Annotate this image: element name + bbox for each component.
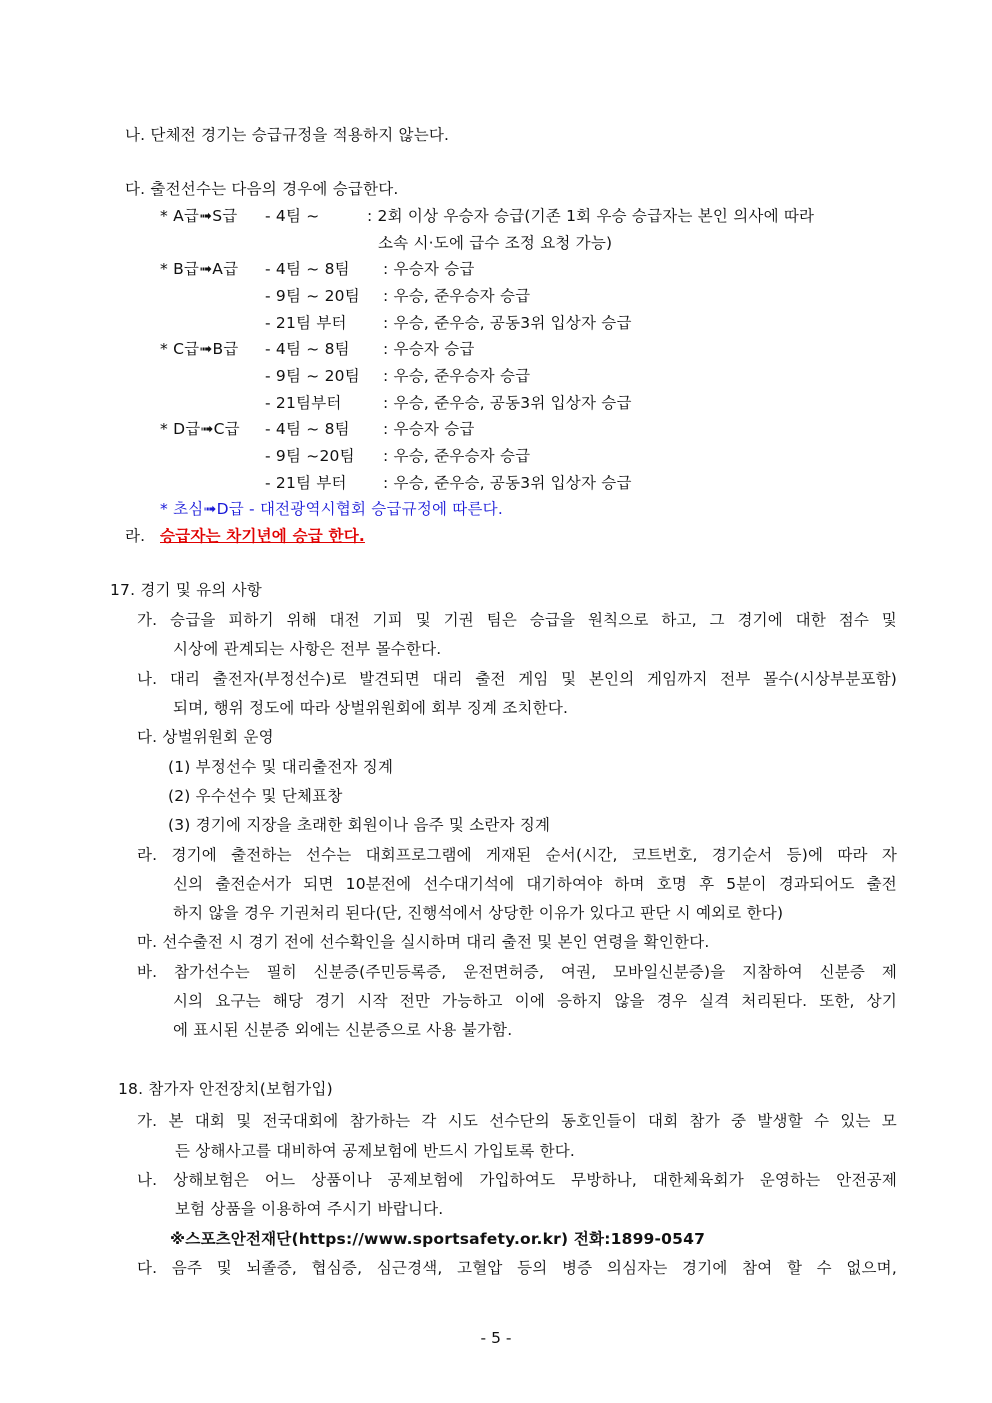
para-17-ba-cont: 시의 요구는 해당 경기 시작 전만 가능하고 이에 응하지 않을 경우 실격 처리된다. 또한, 상기 [173, 992, 897, 1010]
para-17-ga: 가. 승급을 피하기 위해 대전 기피 및 기권 팀은 승급을 원칙으로 하고, 그 경기에 대한 점수 및 [137, 611, 897, 629]
rule-desc: 소속 시·도에 급수 조정 요청 가능) [378, 234, 613, 252]
rule-teams: - 21팀 부터 [265, 474, 347, 492]
rule-teams: - 9팀 ~20팀 [265, 447, 355, 465]
rule-teams: - 21팀 부터 [265, 314, 347, 332]
rule-teams: - 4팀 ~ 8팀 [265, 260, 350, 278]
rule-teams: - 21팀부터 [265, 394, 342, 412]
para-na-team-event: 나. 단체전 경기는 승급규정을 적용하지 않는다. [125, 126, 450, 144]
para-17-ba-cont: 에 표시된 신분증 외에는 신분증으로 사용 불가함. [173, 1021, 513, 1039]
section-17-title: 17. 경기 및 유의 사항 [110, 581, 262, 599]
para-18-da: 다. 음주 및 뇌졸증, 협심증, 심근경색, 고혈압 등의 병증 의심자는 경기에 참여 할 수 없으며, [137, 1259, 897, 1277]
rule-teams: - 9팀 ~ 20팀 [265, 287, 360, 305]
rule-desc: : 2회 이상 우승자 승급(기존 1회 우승 승급자는 본인 의사에 따라 [367, 207, 815, 225]
para-17-na-cont: 되며, 행위 정도에 따라 상벌위원회에 회부 징계 조치한다. [173, 699, 569, 717]
para-17-ba: 바. 참가선수는 필히 신분증(주민등록증, 운전면허증, 여권, 모바일신분증)을 지참하여 신분증 제 [137, 963, 897, 981]
rule-desc: : 우승, 준우승, 공동3위 입상자 승급 [383, 394, 632, 412]
rule-desc: : 우승, 준우승자 승급 [383, 287, 531, 305]
para-17-ra: 라. 경기에 출전하는 선수는 대회프로그램에 게재된 순서(시간, 코트번호, 경기순서 등)에 따라 자 [137, 846, 897, 864]
list-item: (1) 부정선수 및 대리출전자 징계 [168, 758, 394, 776]
para-da-promotion: 다. 출전선수는 다음의 경우에 승급한다. [125, 180, 399, 198]
para-18-na: 나. 상해보험은 어느 상품이나 공제보험에 가입하여도 무방하나, 대한체육회가 운영하는 안전공제 [137, 1171, 897, 1189]
rule-desc: : 우승, 준우승자 승급 [383, 447, 531, 465]
rule-desc: : 우승, 준우승자 승급 [383, 367, 531, 385]
rule-desc: : 우승자 승급 [383, 420, 475, 438]
rule-desc: : 우승, 준우승, 공동3위 입상자 승급 [383, 474, 632, 492]
rule-grade: * C급➟B급 [160, 340, 239, 358]
rule-beginner: * 초심➟D급 - 대전광역시협회 승급규정에 따른다. [160, 500, 503, 518]
rule-teams: - 4팀 ~ 8팀 [265, 340, 350, 358]
rule-teams: - 9팀 ~ 20팀 [265, 367, 360, 385]
rule-desc: : 우승자 승급 [383, 340, 475, 358]
rule-desc: : 우승자 승급 [383, 260, 475, 278]
rule-grade: * A급➟S급 [160, 207, 238, 225]
para-17-na: 나. 대리 출전자(부정선수)로 발견되면 대리 출전 게임 및 본인의 게임까지 전부 몰수(시상부분포함) [137, 670, 897, 688]
para-18-ga-cont: 든 상해사고를 대비하여 공제보험에 반드시 가입토록 한다. [175, 1142, 576, 1160]
section-18-title: 18. 참가자 안전장치(보험가입) [118, 1080, 333, 1098]
rule-grade: * D급➟C급 [160, 420, 240, 438]
rule-teams: - 4팀 ~ 8팀 [265, 420, 350, 438]
list-item: (2) 우수선수 및 단체표창 [168, 787, 343, 805]
para-17-ra-cont: 신의 출전순서가 되면 10분전에 선수대기석에 대기하여야 하며 호명 후 5분이 경과되어도 출전 [173, 875, 897, 893]
rule-teams: - 4팀 ~ [265, 207, 320, 225]
para-17-ga-cont: 시상에 관계되는 사항은 전부 몰수한다. [173, 640, 442, 658]
rule-desc: : 우승, 준우승, 공동3위 입상자 승급 [383, 314, 632, 332]
rule-grade: * B급➟A급 [160, 260, 239, 278]
para-17-ra-cont: 하지 않을 경우 기권처리 된다(단, 진행석에서 상당한 이유가 있다고 판단 시 예외로 한다) [173, 904, 784, 922]
para-17-ma: 마. 선수출전 시 경기 전에 선수확인을 실시하며 대리 출전 및 본인 연령을 확인한다. [137, 933, 710, 951]
para-18-na-cont: 보험 상품을 이용하여 주시기 바랍니다. [175, 1200, 444, 1218]
para-ra-highlight: 승급자는 차기년에 승급 한다. [160, 527, 365, 545]
insurance-note: ※스포츠안전재단(https://www.sportsafety.or.kr) 전화:1899-0547 [170, 1230, 706, 1248]
page-number: - 5 - [480, 1329, 512, 1347]
para-17-da: 다. 상벌위원회 운영 [137, 728, 274, 746]
para-18-ga: 가. 본 대회 및 전국대회에 참가하는 각 시도 선수단의 동호인들이 대회 참가 중 발생할 수 있는 모 [137, 1112, 897, 1130]
para-ra-prefix: 라. [125, 527, 146, 545]
list-item: (3) 경기에 지장을 초래한 회원이나 음주 및 소란자 징계 [168, 816, 551, 834]
